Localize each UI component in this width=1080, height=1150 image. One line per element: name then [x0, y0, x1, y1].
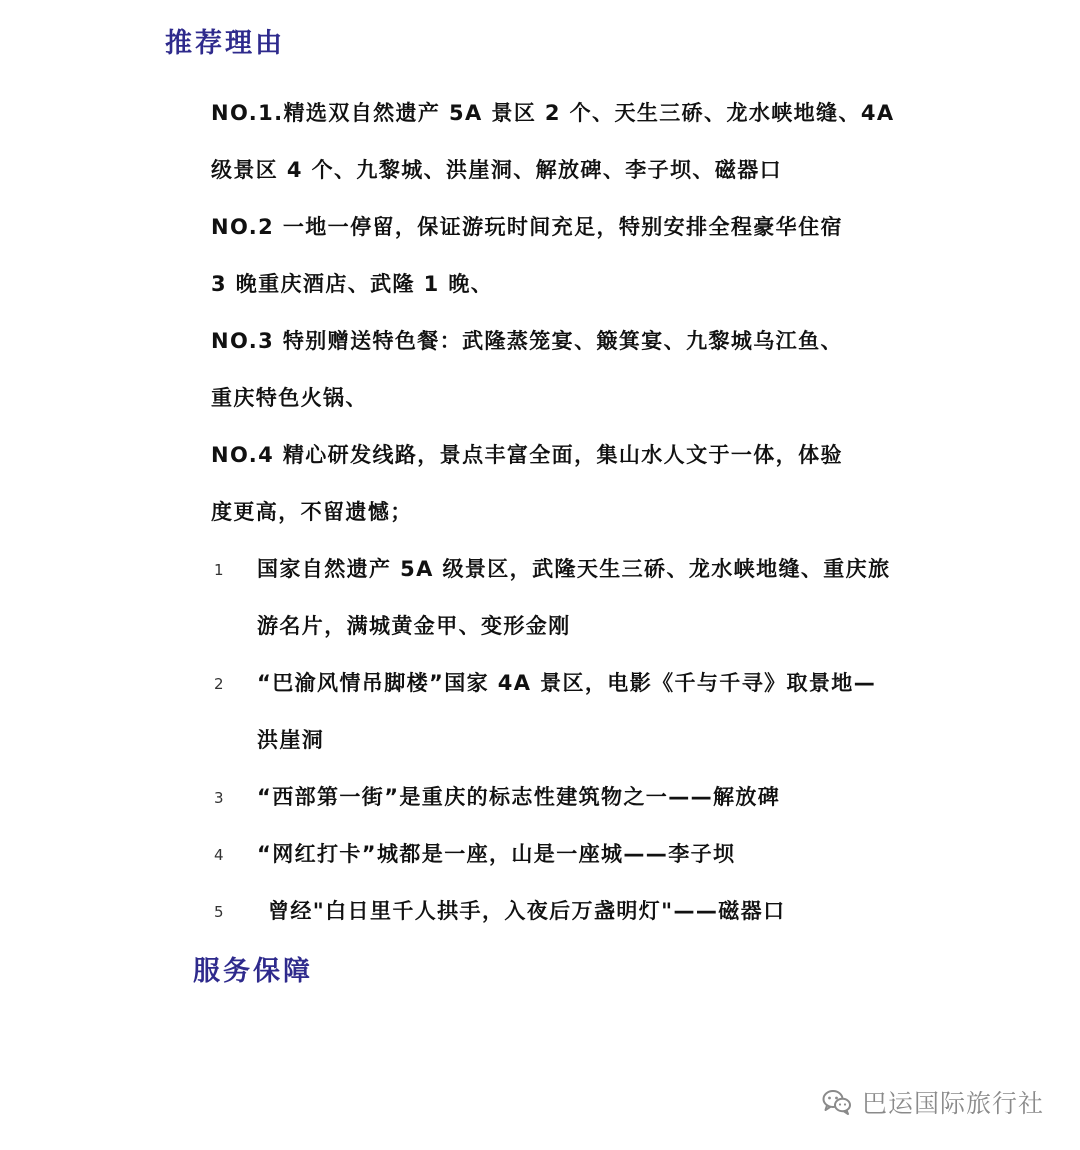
sub-item-5-number: 5	[214, 903, 224, 921]
sub-item-2-number: 2	[214, 675, 224, 693]
wechat-icon	[822, 1089, 852, 1115]
sub-item-2-line-1: “巴渝风情吊脚楼”国家 4A 景区，电影《千与千寻》取景地—	[257, 671, 877, 695]
account-watermark	[822, 1086, 1044, 1118]
sub-item-1-number: 1	[214, 561, 224, 579]
reason-4-line-2: 度更高，不留遗憾；	[211, 500, 413, 524]
sub-item-3-number: 3	[214, 789, 224, 807]
sub-item-4-number: 4	[214, 846, 224, 864]
reason-3-line-2: 重庆特色火锅、	[211, 386, 368, 410]
reason-1-line-1: NO.1.精选双自然遗产 5A 景区 2 个、天生三硚、龙水峡地缝、4A	[211, 101, 895, 125]
sub-item-3-line-1: “西部第一街”是重庆的标志性建筑物之一——解放碑	[257, 785, 781, 809]
sub-item-2-line-2: 洪崖洞	[257, 728, 325, 752]
reason-1-line-2: 级景区 4 个、九黎城、洪崖洞、解放碑、李子坝、磁器口	[211, 158, 783, 182]
reason-2-line-2: 3 晚重庆酒店、武隆 1 晚、	[211, 272, 494, 296]
sub-item-4-line-1: “网红打卡”城都是一座，山是一座城——李子坝	[257, 842, 736, 866]
reason-4-line-1: NO.4 精心研发线路，景点丰富全面，集山水人文于一体，体验	[211, 443, 843, 467]
sub-item-5-line-1: 曾经"白日里千人拱手，入夜后万盏明灯"——磁器口	[268, 899, 786, 923]
heading-recommend-reasons: 推荐理由	[165, 28, 285, 59]
sub-item-1-line-2: 游名片，满城黄金甲、变形金刚	[257, 614, 571, 638]
reason-2-line-1: NO.2 一地一停留，保证游玩时间充足，特别安排全程豪华住宿	[211, 215, 843, 239]
heading-service-guarantee: 服务保障	[193, 956, 313, 987]
reason-3-line-1: NO.3 特别赠送特色餐：武隆蒸笼宴、簸箕宴、九黎城乌江鱼、	[211, 329, 843, 353]
account-name: 巴运国际旅行社	[862, 1089, 1045, 1118]
sub-item-1-line-1: 国家自然遗产 5A 级景区，武隆天生三硚、龙水峡地缝、重庆旅	[257, 557, 891, 581]
